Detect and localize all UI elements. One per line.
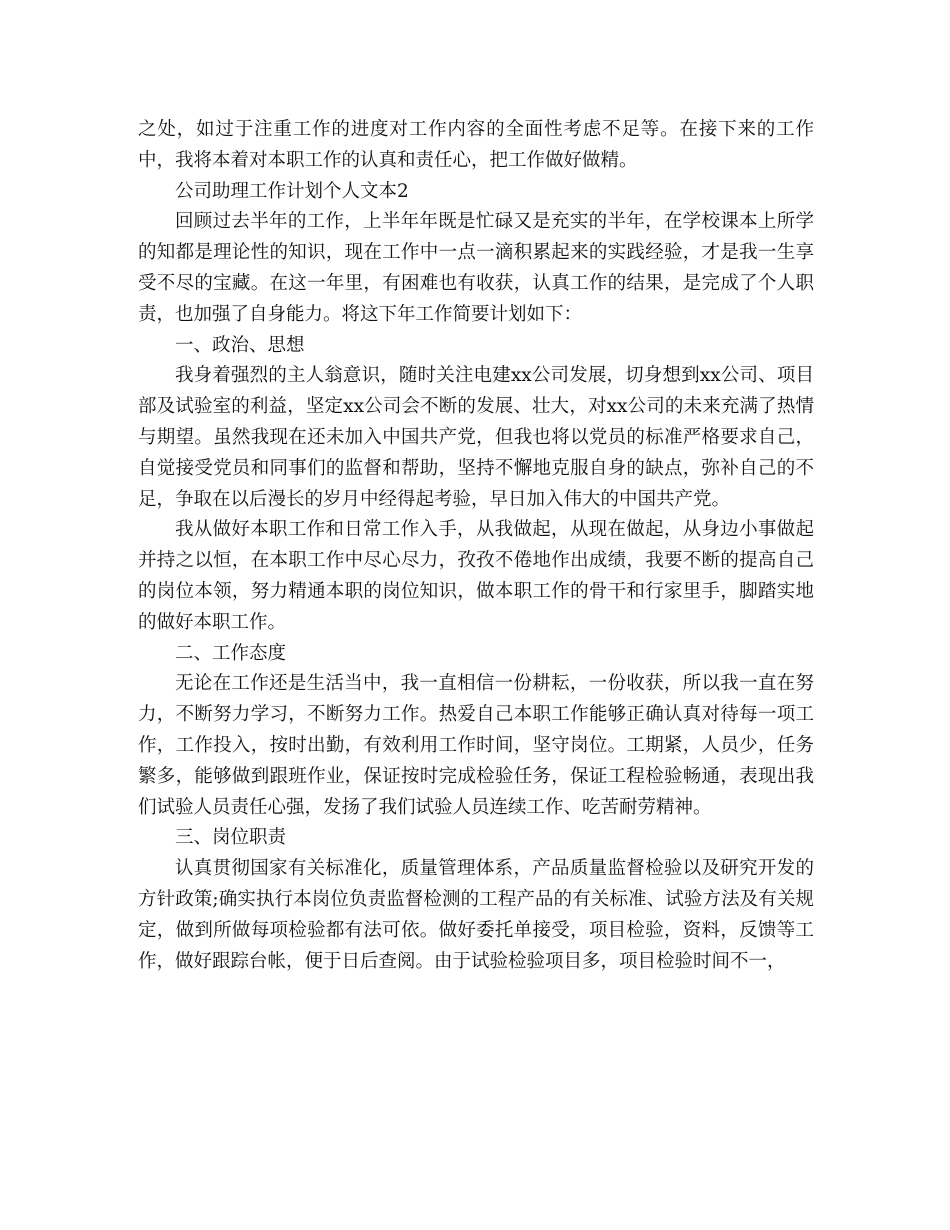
section-heading-politics: 一、政治、思想 — [175, 334, 305, 356]
paragraph: 认真贯彻国家有关标准化，质量管理体系，产品质量监督检验以及研究开发的方针政策;确实执行本岗位负责监督检测的工程产品的有关标准、试验方法及有关规定，做到所做每项检验都有法可依。做好委托单接受，项目检验，资料，反馈等工作，做好跟踪台帐，便于日后查阅。由于试验检验项目多，项目检验时间不一， — [138, 858, 814, 972]
section-heading-attitude: 二、工作态度 — [175, 642, 287, 664]
paragraph: 无论在工作还是生活当中，我一直相信一份耕耘，一份收获，所以我一直在努力，不断努力学习，不断努力工作。热爱自己本职工作能够正确认真对待每一项工作，工作投入，按时出勤，有效利用工作时间，坚守岗位。工期紧，人员少，任务繁多，能够做到跟班作业，保证按时完成检验任务，保证工程检验畅通，表现出我们试验人员责任心强，发扬了我们试验人员连续工作、吃苦耐劳精神。 — [138, 673, 814, 818]
paragraph-continuation: 之处，如过于注重工作的进度对工作内容的全面性考虑不足等。在接下来的工作中，我将本着对本职工作的认真和责任心，把工作做好做精。 — [138, 119, 814, 171]
section-title: 公司助理工作计划个人文本2 — [175, 180, 409, 202]
paragraph: 回顾过去半年的工作，上半年年既是忙碌又是充实的半年，在学校课本上所学的知都是理论性的知识，现在工作中一点一滴积累起来的实践经验，才是我一生享受不尽的宝藏。在这一年里，有困难也有收获，认真工作的结果，是完成了个人职责，也加强了自身能力。将这下年工作简要计划如下： — [138, 211, 814, 325]
paragraph: 我从做好本职工作和日常工作入手，从我做起，从现在做起，从身边小事做起并持之以恒，在本职工作中尽心尽力，孜孜不倦地作出成绩，我要不断的提高自己的岗位本领，努力精通本职的岗位知识，做本职工作的骨干和行家里手，脚踏实地的做好本职工作。 — [138, 519, 814, 633]
section-heading-duties: 三、岗位职责 — [175, 827, 287, 849]
paragraph: 我身着强烈的主人翁意识，随时关注电建xx公司发展，切身想到xx公司、项目部及试验室的利益，坚定xx公司会不断的发展、壮大，对xx公司的未来充满了热情与期望。虽然我现在还未加入中国共产党，但我也将以党员的标准严格要求自己，自觉接受党员和同事们的监督和帮助，坚持不懈地克服自身的缺点，弥补自己的不足，争取在以后漫长的岁月中经得起考验，早日加入伟大的中国共产党。 — [138, 365, 814, 510]
document-body — [138, 115, 814, 977]
